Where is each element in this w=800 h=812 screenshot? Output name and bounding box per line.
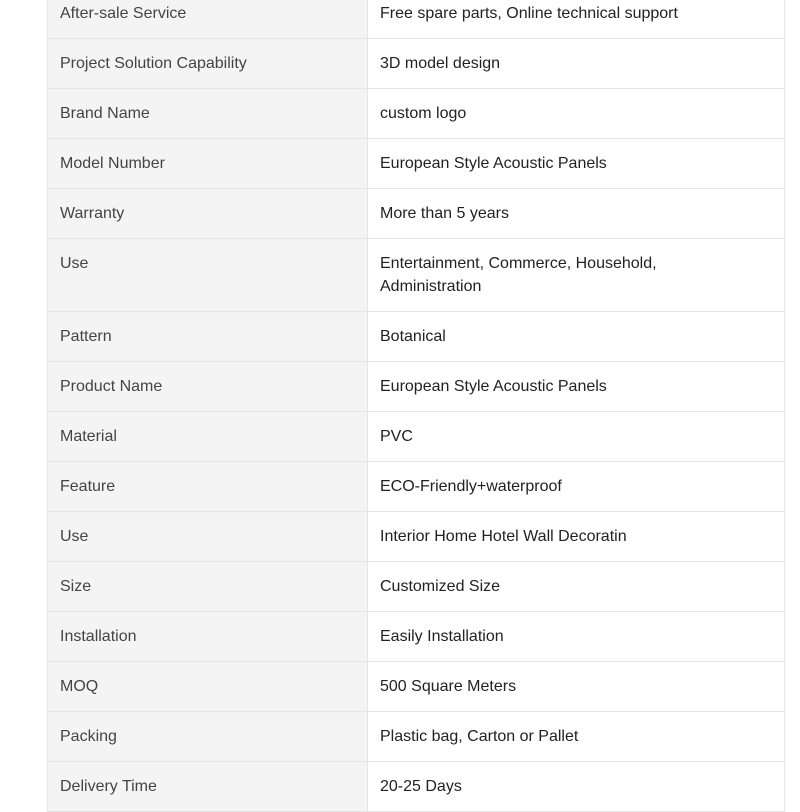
product-spec-table bbox=[47, 0, 785, 812]
table-row bbox=[48, 139, 785, 189]
table-row bbox=[48, 189, 785, 239]
table-row bbox=[48, 89, 785, 139]
spec-label: Warranty bbox=[48, 189, 368, 239]
spec-value: PVC bbox=[368, 412, 785, 462]
spec-value: Botanical bbox=[368, 312, 785, 362]
table-row bbox=[48, 662, 785, 712]
table-row bbox=[48, 239, 785, 312]
table-row bbox=[48, 39, 785, 89]
spec-value: Entertainment, Commerce, Household, Administration bbox=[368, 239, 785, 312]
table-row bbox=[48, 562, 785, 612]
spec-label: Project Solution Capability bbox=[48, 39, 368, 89]
table-row bbox=[48, 412, 785, 462]
spec-value: ECO-Friendly+waterproof bbox=[368, 462, 785, 512]
table-row bbox=[48, 512, 785, 562]
spec-value: 3D model design bbox=[368, 39, 785, 89]
spec-label: Size bbox=[48, 562, 368, 612]
spec-label: Feature bbox=[48, 462, 368, 512]
spec-value: European Style Acoustic Panels bbox=[368, 139, 785, 189]
spec-value: custom logo bbox=[368, 89, 785, 139]
table-row bbox=[48, 712, 785, 762]
table-row bbox=[48, 612, 785, 662]
spec-value: More than 5 years bbox=[368, 189, 785, 239]
table-row bbox=[48, 362, 785, 412]
spec-value: Interior Home Hotel Wall Decoratin bbox=[368, 512, 785, 562]
spec-label: Material bbox=[48, 412, 368, 462]
table-row bbox=[48, 312, 785, 362]
spec-value: Free spare parts, Online technical support bbox=[368, 0, 785, 39]
spec-value: Easily Installation bbox=[368, 612, 785, 662]
spec-label: After-sale Service bbox=[48, 0, 368, 39]
spec-value: Customized Size bbox=[368, 562, 785, 612]
spec-label: Pattern bbox=[48, 312, 368, 362]
spec-label: Product Name bbox=[48, 362, 368, 412]
spec-value: 500 Square Meters bbox=[368, 662, 785, 712]
spec-label: Installation bbox=[48, 612, 368, 662]
table-row bbox=[48, 0, 785, 39]
spec-value: Plastic bag, Carton or Pallet bbox=[368, 712, 785, 762]
spec-label: Model Number bbox=[48, 139, 368, 189]
spec-value: 20-25 Days bbox=[368, 762, 785, 812]
table-row bbox=[48, 762, 785, 812]
spec-label: MOQ bbox=[48, 662, 368, 712]
table-row bbox=[48, 462, 785, 512]
spec-label: Use bbox=[48, 512, 368, 562]
spec-label: Delivery Time bbox=[48, 762, 368, 812]
spec-label: Brand Name bbox=[48, 89, 368, 139]
spec-label: Packing bbox=[48, 712, 368, 762]
spec-value: European Style Acoustic Panels bbox=[368, 362, 785, 412]
spec-label: Use bbox=[48, 239, 368, 312]
